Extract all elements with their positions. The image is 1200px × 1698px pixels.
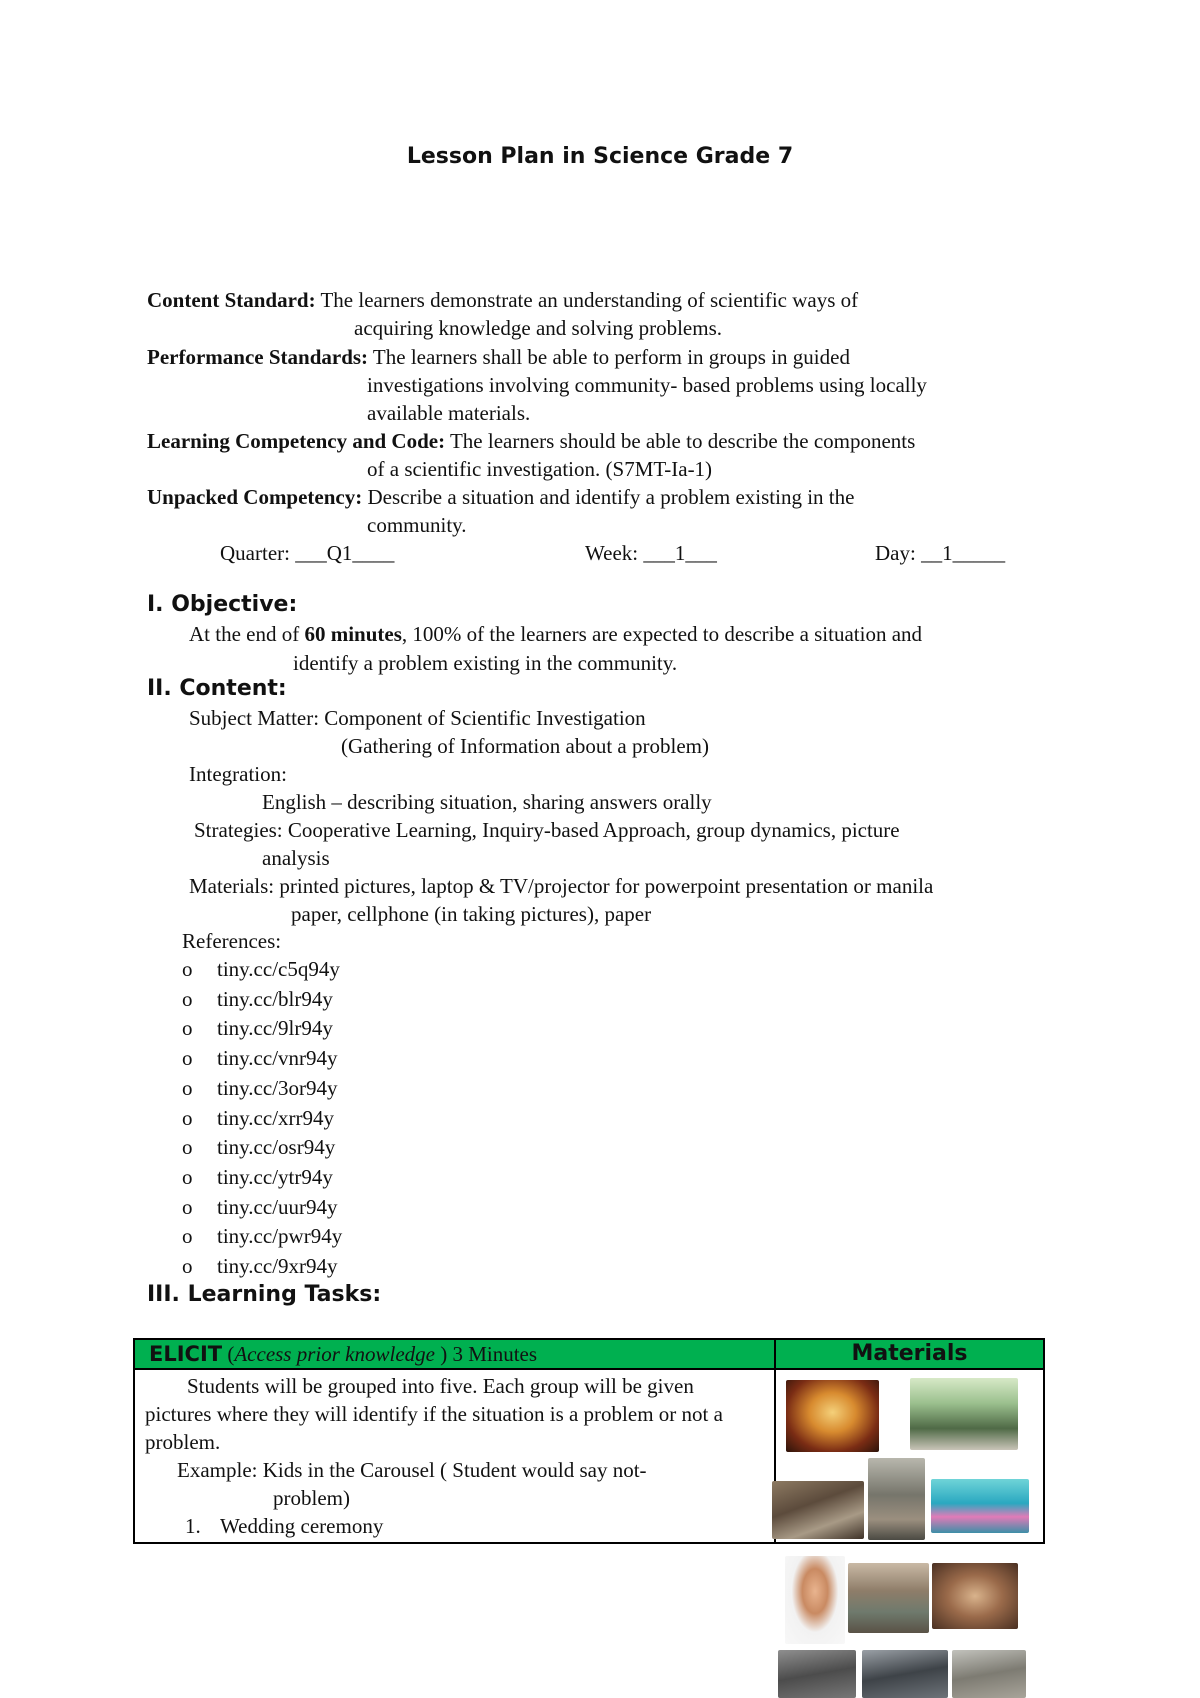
- bullet-icon: o: [182, 1075, 193, 1100]
- subject-matter-sub: (Gathering of Information about a problem): [341, 734, 709, 758]
- flooded-street-picture: [848, 1563, 929, 1633]
- reference-item: [182, 955, 342, 985]
- quarter-field: [220, 539, 394, 567]
- reference-link[interactable]: tiny.cc/osr94y: [217, 1135, 336, 1160]
- elicit-header: ELICIT (Access prior knowledge ) 3 Minutes: [134, 1339, 775, 1369]
- integration-item: English – describing situation, sharing answers orally: [262, 790, 712, 814]
- bullet-icon: o: [182, 986, 193, 1011]
- integration-label: Integration:: [189, 762, 287, 786]
- objective-duration: 60 minutes: [304, 622, 402, 646]
- ruined-house-picture: [952, 1650, 1026, 1698]
- content-standard-cont: acquiring knowledge and solving problems.: [354, 316, 723, 340]
- references-list: [182, 955, 342, 1282]
- materials-line: Materials: printed pictures, laptop & TV/projector for powerpoint presentation or manila: [189, 874, 934, 898]
- item-number: 1.: [185, 1514, 201, 1538]
- example-line: Example: Kids in the Carousel ( Student would say not-: [177, 1458, 647, 1482]
- week-label: Week:: [585, 541, 644, 565]
- example-line-cont: problem): [273, 1486, 350, 1510]
- objective-heading: I. Objective:: [147, 592, 298, 617]
- reference-link[interactable]: tiny.cc/xrr94y: [217, 1105, 335, 1130]
- reference-item: [182, 1104, 342, 1134]
- performance-standard: [147, 343, 850, 371]
- quarter-label: Quarter:: [220, 541, 296, 565]
- bullet-icon: o: [182, 1164, 193, 1189]
- birthday-child-picture: [785, 1556, 845, 1644]
- performance-standard-cont2: available materials.: [367, 401, 531, 425]
- week-field: [585, 539, 717, 567]
- car-crash-picture: [862, 1650, 948, 1698]
- learning-tasks-heading: III. Learning Tasks:: [147, 1282, 382, 1307]
- carousel-picture: [786, 1380, 879, 1452]
- reference-item: [182, 1044, 342, 1074]
- page-title: Lesson Plan in Science Grade 7: [406, 144, 794, 169]
- reference-link[interactable]: tiny.cc/9lr94y: [217, 1016, 333, 1041]
- numbered-item: [145, 1512, 764, 1540]
- materials-cont: paper, cellphone (in taking pictures), paper: [291, 902, 652, 926]
- bullet-icon: o: [182, 1105, 193, 1130]
- learning-competency-label: Learning Competency and Code:: [147, 429, 446, 453]
- week-value: ___1___: [643, 541, 717, 565]
- reference-link[interactable]: tiny.cc/pwr94y: [217, 1224, 343, 1249]
- reference-item: [182, 1222, 342, 1252]
- reference-item: [182, 1133, 342, 1163]
- pool-party-picture: [931, 1479, 1029, 1533]
- content-standard: [147, 286, 858, 314]
- reference-link[interactable]: tiny.cc/9xr94y: [217, 1254, 338, 1279]
- unpacked-competency: [147, 483, 854, 511]
- flood-debris-picture: [868, 1458, 925, 1540]
- learning-competency-cont: of a scientific investigation. (S7MT-Ia-1): [367, 457, 713, 481]
- day-label: Day:: [875, 541, 922, 565]
- bullet-icon: o: [182, 1194, 193, 1219]
- reference-link[interactable]: tiny.cc/vnr94y: [217, 1046, 338, 1071]
- bullet-icon: o: [182, 1254, 193, 1279]
- learning-competency: [147, 427, 915, 455]
- objective-post: , 100% of the learners are expected to describe a situation and: [401, 622, 923, 646]
- reference-link[interactable]: tiny.cc/ytr94y: [217, 1164, 333, 1189]
- strategies: Strategies: Cooperative Learning, Inquiry-based Approach, group dynamics, picture: [194, 818, 900, 842]
- day-field: [875, 539, 1005, 567]
- performance-standard-text: The learners shall be able to perform in groups in guided: [368, 345, 850, 369]
- performance-standard-label: Performance Standards:: [147, 345, 369, 369]
- reference-item: [182, 985, 342, 1015]
- church-interior-picture: [932, 1563, 1018, 1629]
- elicit-subtitle: Access prior knowledge: [234, 1342, 435, 1366]
- objective-text-cont: identify a problem existing in the community.: [293, 651, 678, 675]
- objective-text: [189, 620, 922, 648]
- wreckage-picture: [778, 1650, 856, 1698]
- unpacked-competency-text: Describe a situation and identify a problem existing in the: [362, 485, 855, 509]
- bullet-icon: o: [182, 957, 193, 981]
- content-standard-text: The learners demonstrate an understanding of scientific ways of: [315, 288, 859, 312]
- learning-competency-text: The learners should be able to describe the components: [445, 429, 916, 453]
- materials-header: Materials: [775, 1339, 1044, 1369]
- elicit-title: ELICIT: [149, 1342, 223, 1366]
- elicit-body: [134, 1369, 775, 1543]
- reference-link[interactable]: tiny.cc/uur94y: [217, 1194, 338, 1219]
- reference-item: [182, 1074, 342, 1104]
- content-heading: II. Content:: [147, 676, 287, 701]
- objective-pre: At the end of: [189, 622, 305, 646]
- reference-item: [182, 1014, 342, 1044]
- quarter-value: ___Q1____: [295, 541, 395, 565]
- day-value: __1_____: [921, 541, 1006, 565]
- bullet-icon: o: [182, 1046, 193, 1071]
- reference-item: [182, 1252, 342, 1282]
- wedding-picture: [910, 1378, 1018, 1450]
- reference-link[interactable]: tiny.cc/3or94y: [217, 1075, 338, 1100]
- reference-link[interactable]: tiny.cc/c5q94y: [217, 957, 340, 981]
- garbage-dump-picture: [772, 1481, 864, 1539]
- content-standard-label: Content Standard:: [147, 288, 316, 312]
- unpacked-competency-label: Unpacked Competency:: [147, 485, 363, 509]
- reference-item: [182, 1163, 342, 1193]
- bullet-icon: o: [182, 1135, 193, 1160]
- bullet-icon: o: [182, 1016, 193, 1041]
- item-text: Wedding ceremony: [220, 1514, 384, 1538]
- elicit-time: 3 Minutes: [452, 1342, 538, 1366]
- reference-link[interactable]: tiny.cc/blr94y: [217, 986, 333, 1011]
- reference-item: [182, 1193, 342, 1223]
- subject-matter: Subject Matter: Component of Scientific Investigation: [189, 706, 646, 730]
- performance-standard-cont: investigations involving community- based problems using locally: [367, 373, 927, 397]
- bullet-icon: o: [182, 1224, 193, 1249]
- strategies-cont: analysis: [262, 846, 330, 870]
- elicit-instructions: Students will be grouped into five. Each group will be given pictures where they will identify if the situation is a problem or not a problem.: [145, 1374, 723, 1454]
- references-label: References:: [182, 929, 282, 953]
- unpacked-competency-cont: community.: [367, 513, 467, 537]
